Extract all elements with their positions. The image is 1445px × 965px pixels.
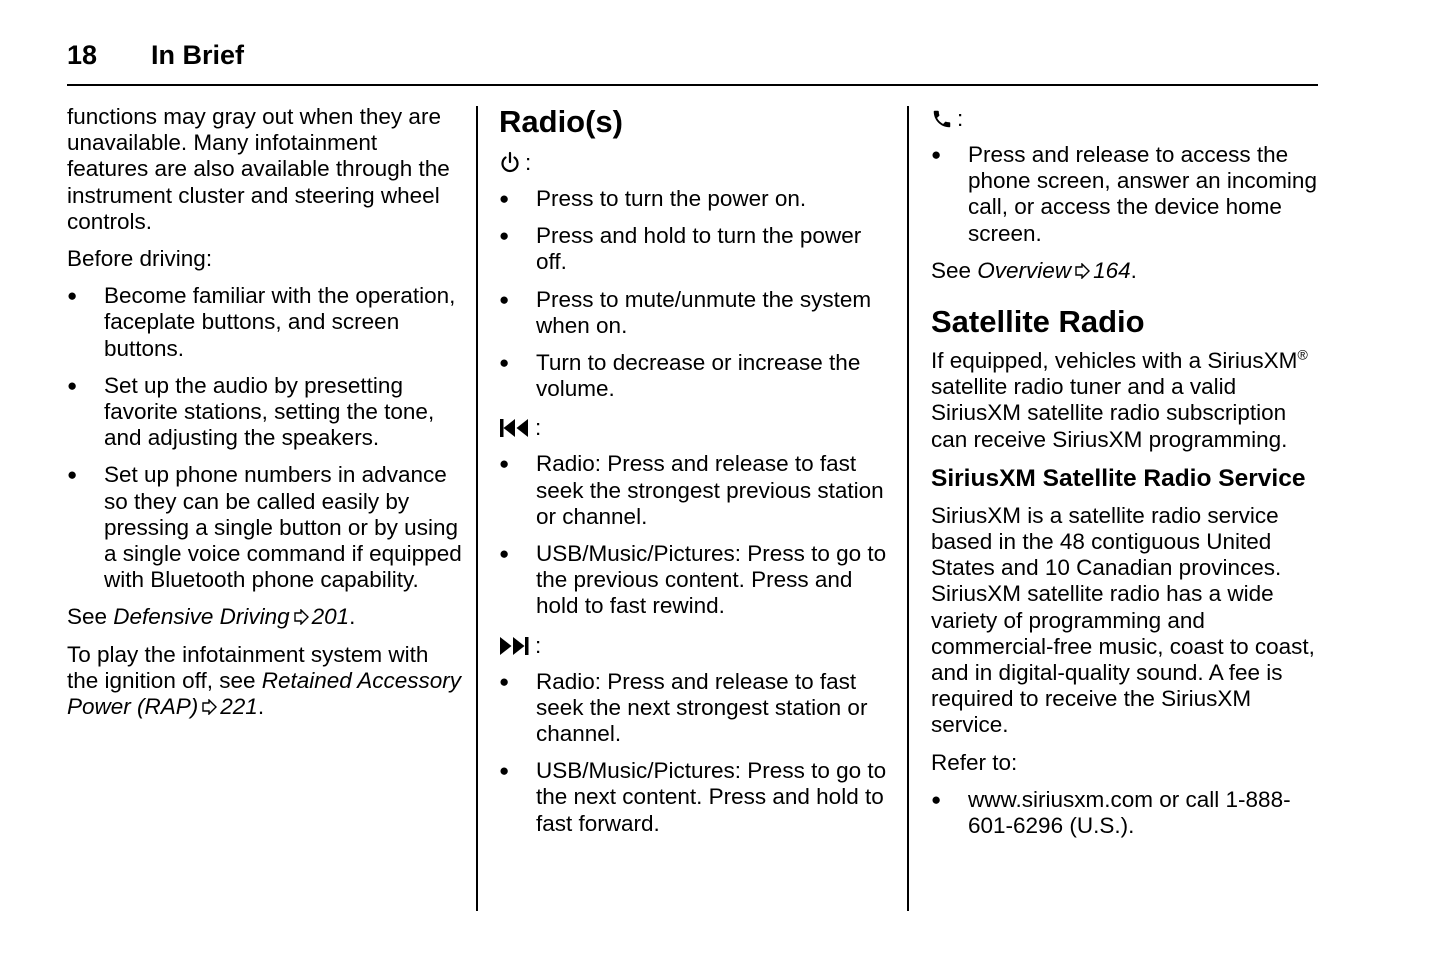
colon: : bbox=[957, 105, 964, 131]
see-overview: See Overview 164. bbox=[931, 257, 1137, 283]
seek-forward-list bbox=[499, 669, 891, 837]
intro-paragraph: functions may gray out when they are unavailable. Many infotainment features are also available through the instrument cluster and steering wheel controls. bbox=[67, 104, 450, 234]
radio-heading: Radio(s) bbox=[499, 104, 623, 139]
sat-text-start: If equipped, vehicles with a SiriusXM bbox=[931, 348, 1298, 374]
satellite-radio-paragraph bbox=[931, 348, 1323, 453]
siriusxm-service-heading: SiriusXM Satellite Radio Service bbox=[931, 464, 1306, 492]
satellite-radio-heading: Satellite Radio bbox=[931, 304, 1145, 340]
column-middle bbox=[499, 104, 891, 848]
before-driving-list bbox=[67, 283, 462, 593]
colon: : bbox=[535, 632, 542, 658]
list-item: ● USB/Music/Pictures: Press to go to the next content. Press and hold to fast forward. bbox=[499, 758, 891, 837]
colon: : bbox=[535, 415, 542, 441]
seek-back-list bbox=[499, 451, 891, 619]
rap-paragraph: To play the infotainment system with the ignition off, see Retained Accessory Power (RAP) 221. bbox=[67, 641, 461, 720]
column-divider bbox=[476, 106, 478, 911]
page-reference[interactable]: 221 bbox=[220, 694, 258, 720]
see-defensive-driving: See Defensive Driving 201. bbox=[67, 604, 356, 630]
see-prefix: See bbox=[67, 604, 114, 630]
rap-text: To play the infotainment system with the ignition off, see bbox=[67, 641, 429, 693]
list-item: ● Radio: Press and release to fast seek the strongest previous station or channel. bbox=[499, 451, 891, 530]
list-item: ● Press to turn the power on. bbox=[499, 186, 891, 212]
section-title: In Brief bbox=[151, 40, 245, 70]
list-item: ● Press and hold to turn the power off. bbox=[499, 223, 891, 275]
power-button-label bbox=[499, 148, 891, 178]
list-item: ● Set up the audio by presetting favorite stations, setting the tone, and adjusting the speakers. bbox=[67, 373, 462, 452]
column-divider bbox=[907, 106, 909, 911]
page-reference-arrow-icon bbox=[293, 609, 309, 625]
list-item: ● USB/Music/Pictures: Press to go to the previous content. Press and hold to fast rewind. bbox=[499, 541, 891, 620]
list-item: ● Radio: Press and release to fast seek the next strongest station or channel. bbox=[499, 669, 891, 748]
list-item: ● www.siriusxm.com or call 1-888-601-6296 (U.S.). bbox=[931, 787, 1323, 839]
page-header bbox=[67, 38, 1318, 86]
power-list bbox=[499, 186, 891, 402]
page-reference[interactable]: 164 bbox=[1093, 257, 1131, 283]
refer-list bbox=[931, 787, 1323, 839]
seek-forward-label bbox=[499, 631, 891, 661]
power-icon bbox=[499, 151, 521, 175]
phone-button-label bbox=[931, 104, 1323, 134]
seek-back-label bbox=[499, 413, 891, 443]
page-number: 18 bbox=[67, 40, 98, 70]
page-reference-arrow-icon bbox=[1074, 263, 1090, 279]
registered-mark: ® bbox=[1297, 346, 1308, 363]
list-item: ● Become familiar with the operation, faceplate buttons, and screen buttons. bbox=[67, 283, 462, 362]
refer-to-label: Refer to: bbox=[931, 749, 1018, 775]
before-driving-label: Before driving: bbox=[67, 246, 213, 272]
skip-previous-icon bbox=[499, 417, 531, 439]
phone-list bbox=[931, 142, 1323, 247]
cross-reference-link[interactable]: Retained Accessory Power (RAP) bbox=[67, 667, 461, 720]
list-item: ● Turn to decrease or increase the volume. bbox=[499, 350, 891, 402]
colon: : bbox=[525, 149, 532, 175]
cross-reference-link[interactable]: Defensive Driving bbox=[113, 604, 290, 630]
list-item: ● Press to mute/unmute the system when on. bbox=[499, 287, 891, 339]
siriusxm-service-paragraph: SiriusXM is a satellite radio service based in the 48 contiguous United States and 10 Canadian provinces. SiriusXM satellite radio has a wide variety of programming and commercial-free music, coast to coast, and in digital-quality sound. A fee is required to receive the SiriusXM service. bbox=[931, 502, 1315, 738]
column-right bbox=[931, 104, 1323, 850]
list-item: ● Press and release to access the phone screen, answer an incoming call, or access the device home screen. bbox=[931, 142, 1323, 247]
see-prefix: See bbox=[931, 257, 978, 283]
sat-text-end: satellite radio tuner and a valid SiriusXM satellite radio subscription can receive SiriusXM programming. bbox=[931, 374, 1288, 452]
phone-icon bbox=[931, 108, 953, 130]
page-reference-arrow-icon bbox=[201, 699, 217, 715]
page-reference[interactable]: 201 bbox=[311, 604, 350, 630]
list-item: ● Set up phone numbers in advance so they can be called easily by pressing a single button or by using a single voice command if equipped with Bluetooth phone capability. bbox=[67, 462, 462, 593]
cross-reference-link[interactable]: Overview bbox=[977, 257, 1072, 283]
skip-next-icon bbox=[499, 635, 531, 657]
column-left bbox=[67, 104, 462, 731]
